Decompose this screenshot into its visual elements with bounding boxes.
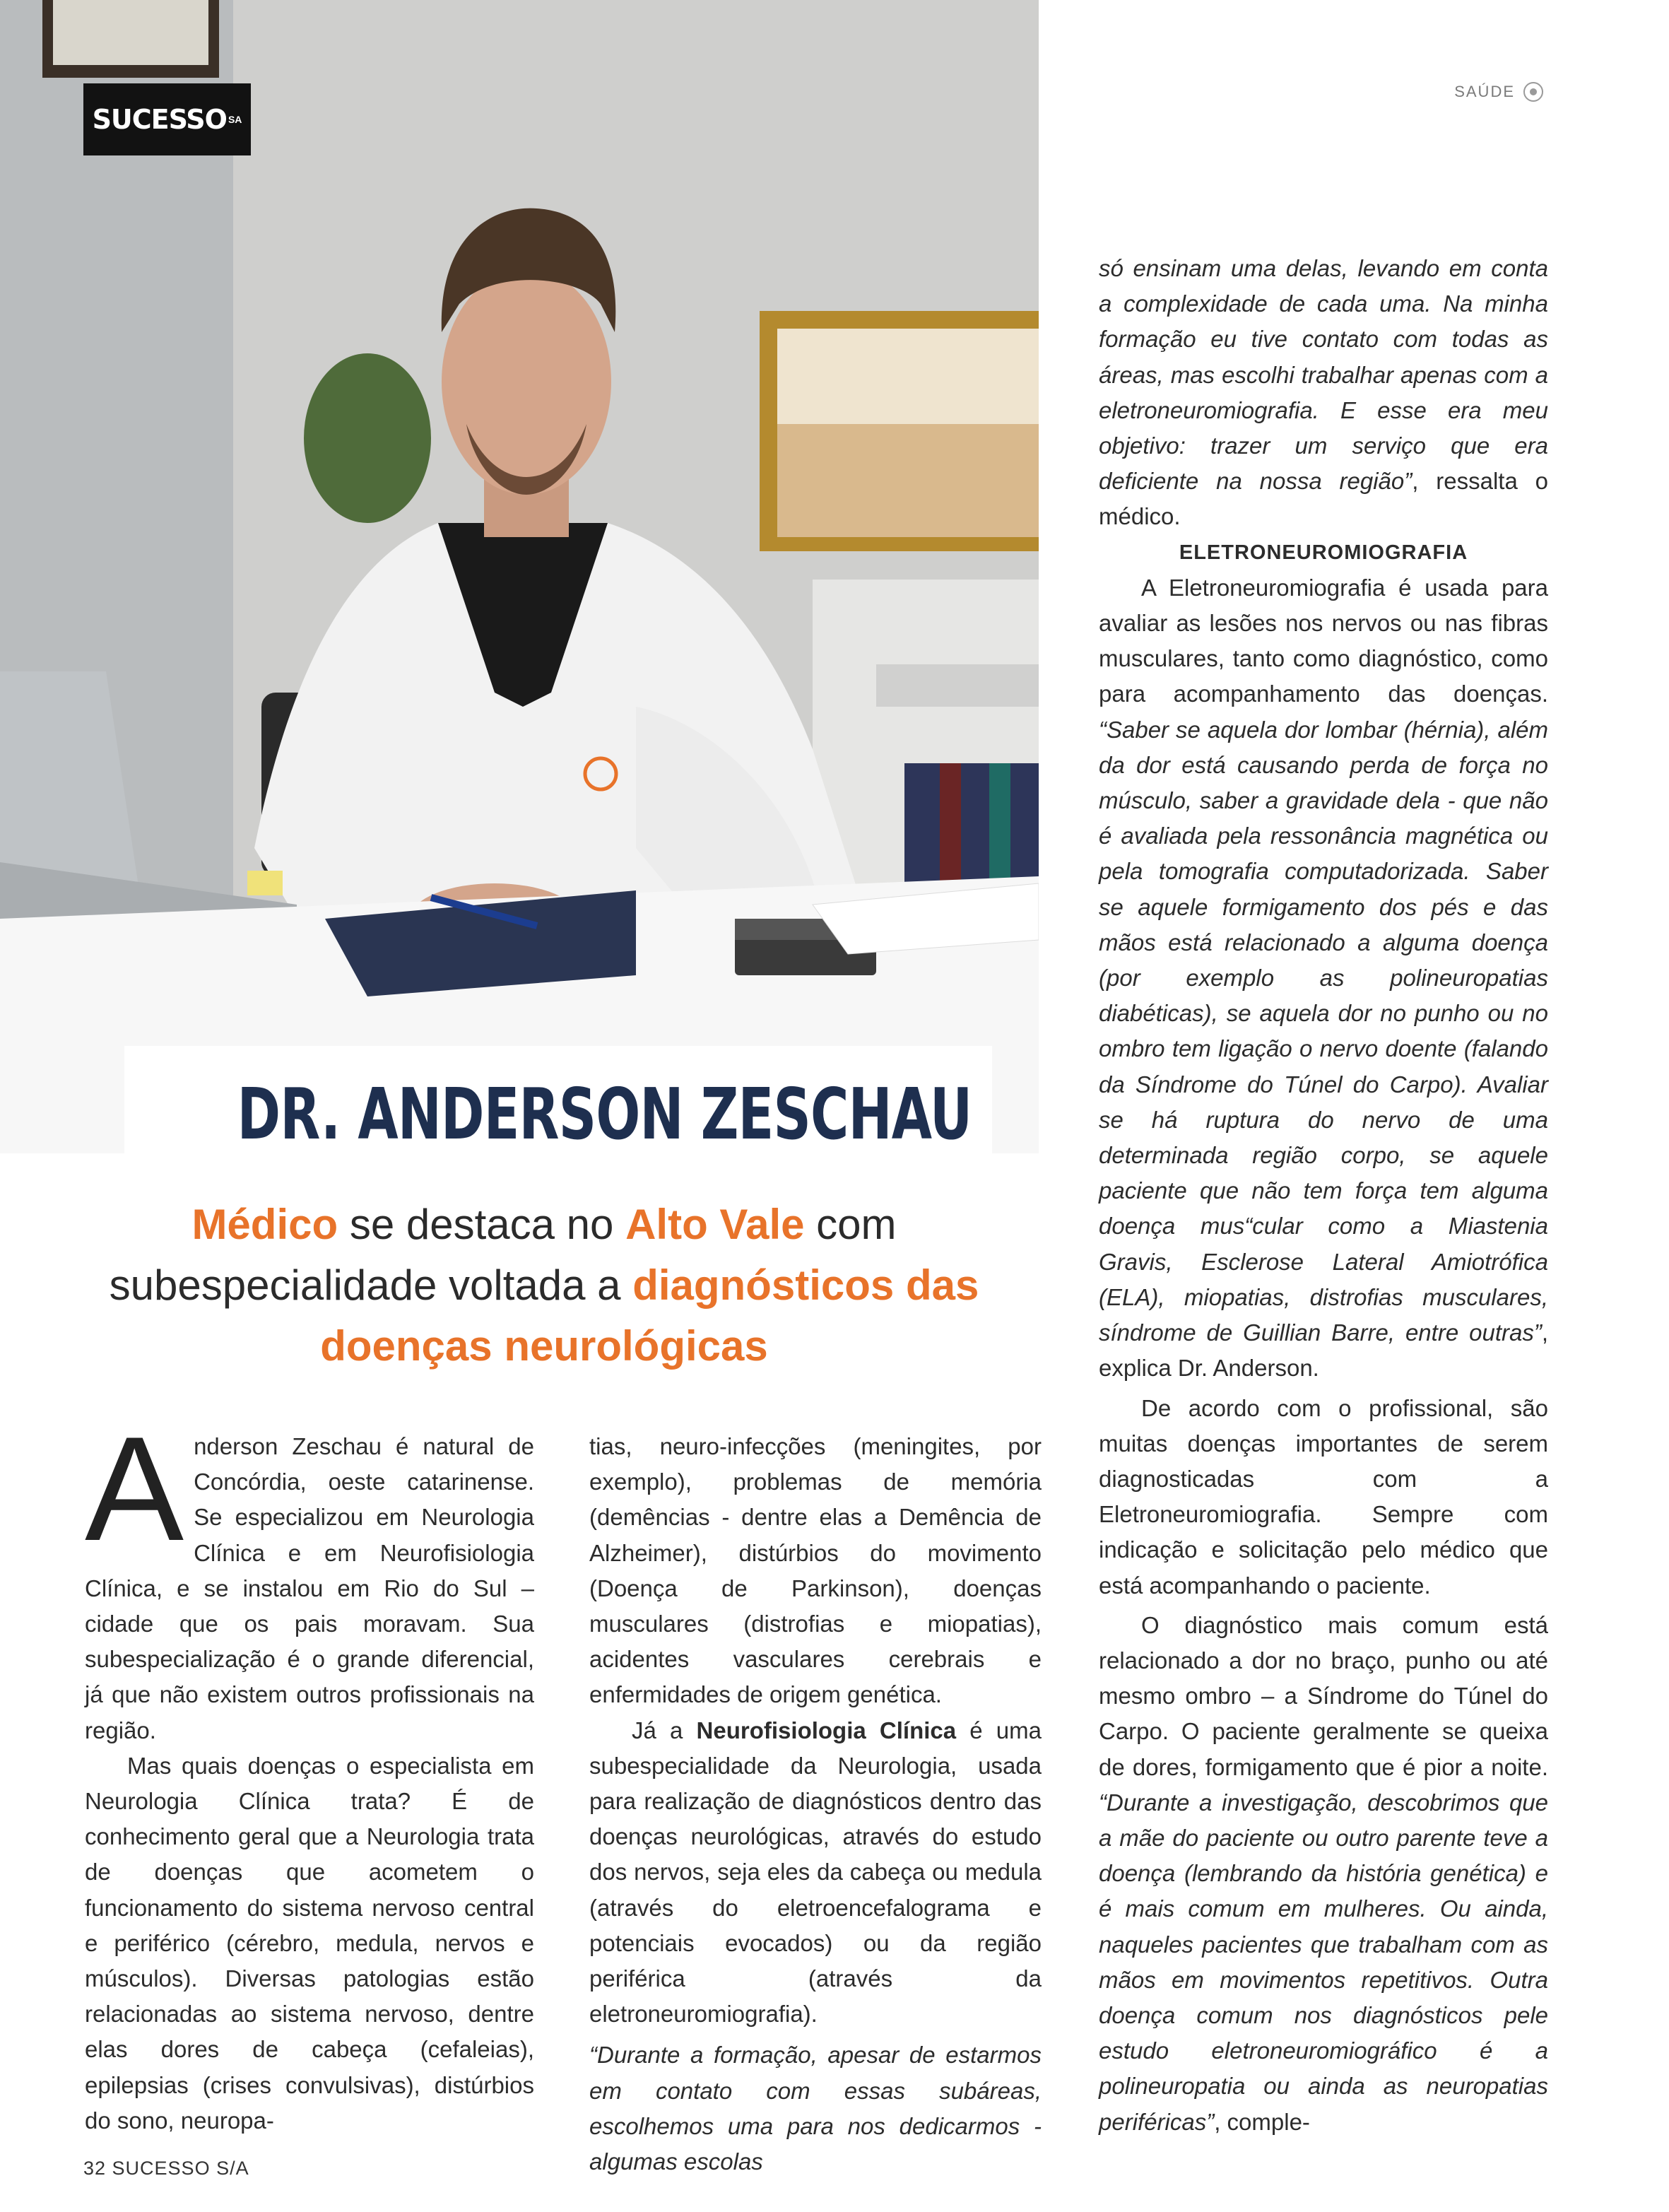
section-label [1454, 82, 1543, 102]
brand-name: SUCESSO [92, 104, 227, 135]
quote-paragraph: “Durante a formação, apesar de estarmos em contato com essas subáreas, escolhemos uma para nos dedicarmos - algumas escolas [589, 2042, 1042, 2175]
paragraph-text: A Eletroneuromiografia é usada para avaliar as lesões nos nervos ou nas fibras musculares, tanto como diagnóstico, como para acompanhamento das doenças. [1099, 574, 1548, 707]
paragraph: Mas quais doenças o especialista em Neurologia Clínica trata? É de conhecimento geral que a Neurologia trata de doenças que acometem o funcionamento do sistema nervoso central e periférico (cérebro, medula, nervos e músculos). Diversas patologias estão relacionadas ao sistema nervoso, dentre elas dores de cabeça (cefaleias), epilepsias (crises convulsivas), distúrbios do sono, neuropa- [85, 1752, 534, 2134]
paragraph-text: O diagnóstico mais comum está relacionado a dor no braço, punho ou até mesmo ombro – a Síndrome do Túnel do Carpo. O paciente geralmente se queixa de dores, formigamento que é pior a noite. [1099, 1611, 1548, 1780]
text-column-1 [85, 1406, 534, 2139]
quote-text: só ensinam uma delas, levando em conta a complexidade de cada uma. Na minha formação eu tive contato com todas as áreas, mas escolhi trabalhar apenas com a eletroneuromiografia. E esse era meu objetivo: trazer um serviço que era deficiente na nossa região” [1099, 255, 1548, 495]
paragraph: De acordo com o profissional, são muitas doenças importantes de serem diagnosticadas com a Eletroneuromiografia. Sempre com indicação e solicitação pelo médico que está acompanhando o paciente. [1099, 1394, 1548, 1599]
paragraph-text: Já a [632, 1717, 697, 1743]
section-heading: ELETRONEUROMIOGRAFIA [1179, 541, 1468, 564]
bold-term: Neurofisiologia Clínica [696, 1717, 957, 1743]
quote-text: “Saber se aquela dor lombar (hérnia), além da dor está causando perda de força no músculo, saber a gravidade dela - que não é avaliada pela ressonância magnética ou pela tomografia computadorizada. Saber se aquele formigamento dos pés e das mãos está relacionado a alguma doença (por exemplo as polineuropatias diabéticas), se aquela dor no punho ou no ombro tem ligação o nervo doente (falando da Síndrome do Túnel do Carpo). Avaliar se há ruptura do nervo de uma determinada região corpo, se aquele paciente que não tem força tem alguma doença mus“cular como a Miastenia Gravis, Esclerose Lateral Amiotrófica (ELA), miopatias, distrofias musculares, síndrome de Guillian Barre, entre outras” [1099, 716, 1548, 1346]
paragraph [1099, 251, 1548, 535]
paragraph-text: é uma subespecialidade da Neurologia, usada para realização de diagnósticos dentro das doenças neurológicas, através do estudo dos nervos, seja eles da cabeça ou medula (através do eletroencefalograma e potenciais evocados) ou da região periférica (através da eletroneuromiografia). [589, 1717, 1042, 2028]
paragraph-text: , comple- [1214, 2108, 1310, 2135]
brand-suffix: SA [228, 114, 242, 125]
title-box [124, 1046, 992, 1177]
paragraph-text: , explica Dr. Anderson. [1099, 1319, 1548, 1382]
article-title: DR. ANDERSON ZESCHAU [237, 1073, 972, 1155]
text-column-3 [1099, 251, 1548, 2140]
article-subtitle [106, 1194, 982, 1377]
brand-logo [83, 83, 251, 155]
quote-text: “Durante a investigação, descobrimos que a mãe do paciente ou outro parente teve a doença (lembrando da história genética) e é mais comum em mulheres. Ou ainda, naqueles pacientes que trabalham com as mãos em movimentos repetitivos. Outra doença comum nos diagnósticos pele estudo eletroneuromiográfico é a polineuropatia ou ainda as neuropatias periféricas” [1099, 1789, 1548, 2135]
paragraph [589, 1713, 1042, 2032]
page-folio: 32 SUCESSO S/A [83, 2158, 249, 2179]
subtitle-text-2: com subespecialidade voltada a [109, 1201, 897, 1309]
subtitle-text-1: se destaca no [338, 1201, 626, 1248]
subtitle-highlight-medico: Médico [191, 1201, 338, 1248]
paragraph: tias, neuro-infecções (meningites, por exemplo), problemas de memória (demências - dentre elas a Demência de Alzheimer), distúrbios do movimento (Doença de Parkinson), doenças musculares (distrofias e miopatias), acidentes vasculares cerebrais e enfermidades de origem genética. [589, 1433, 1042, 1708]
paragraph [1099, 1608, 1548, 2140]
paragraph-text: , ressalta o médico. [1099, 468, 1548, 530]
drop-cap: A [85, 1406, 184, 1572]
text-column-2 [589, 1429, 1042, 2179]
paragraph-text: nderson Zeschau é natural de Concórdia, oeste catarinense. Se especializou em Neurologia Clínica e em Neurofisiologia Clínica, e se instalou em Rio do Sul – cidade que os pais moravam. Sua subespecialização é o grande diferencial, já que não existem outros profissionais na região. [85, 1433, 534, 1743]
paragraph [1099, 570, 1548, 1387]
subtitle-highlight-alto-vale: Alto Vale [625, 1201, 805, 1248]
section-name: SAÚDE [1454, 83, 1515, 100]
subtitle-highlight-diagnosticos: diagnósticos das doenças neurológicas [320, 1261, 979, 1370]
paragraph [85, 1406, 534, 1748]
globe-icon [1523, 82, 1543, 102]
doctor-photo [0, 0, 1039, 1153]
